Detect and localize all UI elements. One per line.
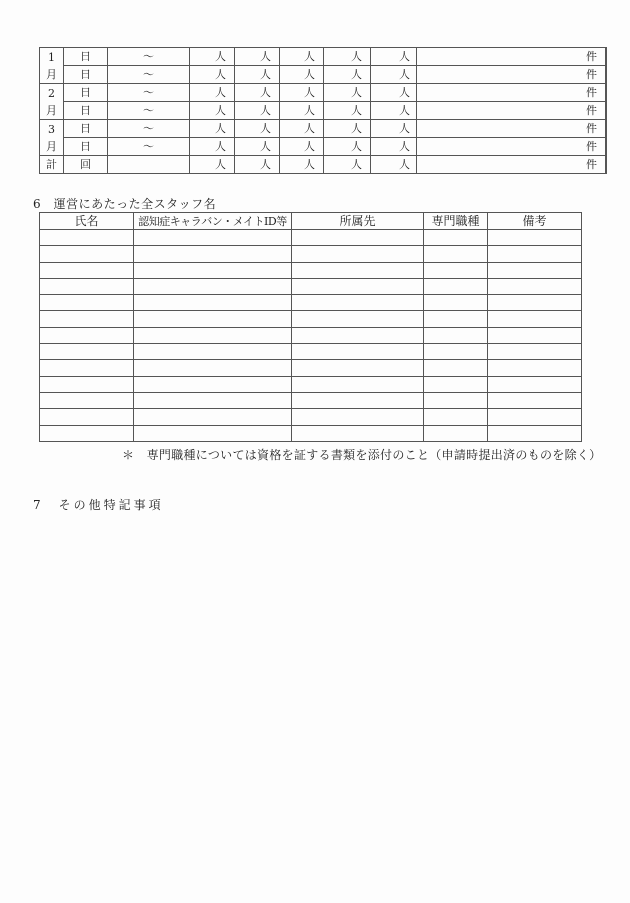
total-row bbox=[40, 156, 607, 174]
staff-caravan-mate-id-cell[interactable] bbox=[134, 409, 292, 425]
staff-row bbox=[40, 409, 582, 425]
total-person-cell[interactable]: 人 bbox=[324, 156, 371, 174]
day-cell[interactable]: 日 bbox=[64, 66, 108, 84]
person-count-cell[interactable]: 人 bbox=[371, 48, 417, 66]
staff-row bbox=[40, 230, 582, 246]
total-blank-cell bbox=[108, 156, 190, 174]
staff-row bbox=[40, 262, 582, 278]
notes-cell[interactable] bbox=[606, 48, 607, 66]
staff-affiliation-cell[interactable] bbox=[292, 344, 424, 360]
profession-note: ＊ 専門職種については資格を証する書類を添付のこと（申請時提出済のものを除く） bbox=[122, 448, 602, 462]
staff-row bbox=[40, 392, 582, 408]
person-count-cell[interactable]: 人 bbox=[190, 48, 235, 66]
staff-row bbox=[40, 425, 582, 441]
notes-cell[interactable] bbox=[606, 138, 607, 156]
total-person-cell[interactable]: 人 bbox=[371, 156, 417, 174]
person-count-cell[interactable]: 人 bbox=[190, 66, 235, 84]
person-count-cell[interactable]: 人 bbox=[324, 66, 371, 84]
staff-caravan-mate-id-cell[interactable] bbox=[134, 344, 292, 360]
staff-affiliation-cell[interactable] bbox=[292, 392, 424, 408]
staff-name-cell[interactable] bbox=[40, 344, 134, 360]
staff-row bbox=[40, 327, 582, 343]
staff-affiliation-cell[interactable] bbox=[292, 278, 424, 294]
staff-remarks-cell[interactable] bbox=[488, 262, 582, 278]
staff-row bbox=[40, 295, 582, 311]
person-count-cell[interactable]: 人 bbox=[190, 138, 235, 156]
time-range-cell[interactable]: 〜 bbox=[108, 84, 190, 102]
person-count-cell[interactable]: 人 bbox=[324, 84, 371, 102]
staff-row bbox=[40, 278, 582, 294]
person-count-cell[interactable]: 人 bbox=[235, 84, 280, 102]
person-count-cell[interactable]: 人 bbox=[324, 138, 371, 156]
month-cell bbox=[40, 120, 64, 156]
person-count-cell[interactable]: 人 bbox=[235, 66, 280, 84]
staff-profession-cell[interactable] bbox=[424, 295, 488, 311]
staff-table bbox=[39, 212, 582, 442]
staff-caravan-mate-id-cell[interactable] bbox=[134, 295, 292, 311]
month-unit: 月 bbox=[46, 139, 57, 153]
staff-profession-cell[interactable] bbox=[424, 327, 488, 343]
staff-profession-cell[interactable] bbox=[424, 262, 488, 278]
notes-cell[interactable] bbox=[606, 66, 607, 84]
total-person-cell[interactable]: 人 bbox=[235, 156, 280, 174]
person-count-cell[interactable]: 人 bbox=[235, 138, 280, 156]
staff-affiliation-cell[interactable] bbox=[292, 230, 424, 246]
staff-affiliation-cell[interactable] bbox=[292, 311, 424, 327]
day-cell[interactable]: 日 bbox=[64, 120, 108, 138]
month-cell bbox=[40, 84, 64, 120]
staff-caravan-mate-id-cell[interactable] bbox=[134, 262, 292, 278]
staff-profession-cell[interactable] bbox=[424, 376, 488, 392]
schedule-row bbox=[40, 138, 607, 156]
staff-row bbox=[40, 344, 582, 360]
staff-name-cell[interactable] bbox=[40, 230, 134, 246]
col-profession: 専門職種 bbox=[424, 213, 488, 230]
staff-profession-cell[interactable] bbox=[424, 278, 488, 294]
schedule-row bbox=[40, 120, 607, 138]
staff-profession-cell[interactable] bbox=[424, 425, 488, 441]
staff-caravan-mate-id-cell[interactable] bbox=[134, 327, 292, 343]
staff-remarks-cell[interactable] bbox=[488, 295, 582, 311]
staff-profession-cell[interactable] bbox=[424, 246, 488, 262]
monthly-schedule-table bbox=[39, 47, 607, 174]
day-cell[interactable]: 日 bbox=[64, 102, 108, 120]
staff-profession-cell[interactable] bbox=[424, 344, 488, 360]
month-unit: 月 bbox=[46, 103, 57, 117]
total-cases-cell[interactable]: 件 bbox=[417, 156, 606, 174]
col-caravan-mate-id: 認知症キャラバン・メイトID等 bbox=[134, 213, 292, 230]
person-count-cell[interactable]: 人 bbox=[235, 48, 280, 66]
staff-affiliation-cell[interactable] bbox=[292, 295, 424, 311]
person-count-cell[interactable]: 人 bbox=[280, 120, 324, 138]
staff-row bbox=[40, 376, 582, 392]
staff-remarks-cell[interactable] bbox=[488, 278, 582, 294]
person-count-cell[interactable]: 人 bbox=[280, 84, 324, 102]
month-unit: 月 bbox=[46, 67, 57, 81]
staff-caravan-mate-id-cell[interactable] bbox=[134, 360, 292, 376]
staff-remarks-cell[interactable] bbox=[488, 376, 582, 392]
staff-remarks-cell[interactable] bbox=[488, 246, 582, 262]
person-count-cell[interactable]: 人 bbox=[190, 102, 235, 120]
person-count-cell[interactable]: 人 bbox=[324, 102, 371, 120]
person-count-cell[interactable]: 人 bbox=[235, 120, 280, 138]
month-number: 2 bbox=[48, 86, 55, 100]
staff-profession-cell[interactable] bbox=[424, 392, 488, 408]
staff-name-cell[interactable] bbox=[40, 392, 134, 408]
staff-name-cell[interactable] bbox=[40, 409, 134, 425]
staff-remarks-cell[interactable] bbox=[488, 360, 582, 376]
cases-cell[interactable]: 件 bbox=[417, 48, 606, 66]
staff-affiliation-cell[interactable] bbox=[292, 425, 424, 441]
staff-affiliation-cell[interactable] bbox=[292, 376, 424, 392]
person-count-cell[interactable]: 人 bbox=[324, 48, 371, 66]
schedule-row bbox=[40, 48, 607, 66]
cases-cell[interactable]: 件 bbox=[417, 120, 606, 138]
person-count-cell[interactable]: 人 bbox=[280, 138, 324, 156]
col-remarks: 備考 bbox=[488, 213, 582, 230]
day-cell[interactable]: 日 bbox=[64, 48, 108, 66]
staff-affiliation-cell[interactable] bbox=[292, 360, 424, 376]
day-cell[interactable]: 日 bbox=[64, 138, 108, 156]
staff-name-cell[interactable] bbox=[40, 295, 134, 311]
staff-remarks-cell[interactable] bbox=[488, 230, 582, 246]
person-count-cell[interactable]: 人 bbox=[280, 66, 324, 84]
staff-remarks-cell[interactable] bbox=[488, 409, 582, 425]
time-range-cell[interactable]: 〜 bbox=[108, 102, 190, 120]
time-range-cell[interactable]: 〜 bbox=[108, 138, 190, 156]
person-count-cell[interactable]: 人 bbox=[371, 138, 417, 156]
staff-name-cell[interactable] bbox=[40, 246, 134, 262]
total-count-cell[interactable]: 回 bbox=[64, 156, 108, 174]
notes-cell[interactable] bbox=[606, 120, 607, 138]
notes-cell[interactable] bbox=[606, 84, 607, 102]
staff-profession-cell[interactable] bbox=[424, 230, 488, 246]
staff-name-cell[interactable] bbox=[40, 311, 134, 327]
person-count-cell[interactable]: 人 bbox=[280, 48, 324, 66]
staff-remarks-cell[interactable] bbox=[488, 425, 582, 441]
section-7-title: 7 その他特記事項 bbox=[33, 498, 164, 512]
staff-caravan-mate-id-cell[interactable] bbox=[134, 278, 292, 294]
month-cell bbox=[40, 48, 64, 84]
cases-cell[interactable]: 件 bbox=[417, 84, 606, 102]
staff-name-cell[interactable] bbox=[40, 425, 134, 441]
total-notes-cell[interactable] bbox=[606, 156, 607, 174]
month-number: 1 bbox=[48, 50, 55, 64]
staff-name-cell[interactable] bbox=[40, 278, 134, 294]
cases-cell[interactable]: 件 bbox=[417, 102, 606, 120]
staff-caravan-mate-id-cell[interactable] bbox=[134, 311, 292, 327]
staff-name-cell[interactable] bbox=[40, 327, 134, 343]
staff-name-cell[interactable] bbox=[40, 262, 134, 278]
staff-remarks-cell[interactable] bbox=[488, 344, 582, 360]
staff-caravan-mate-id-cell[interactable] bbox=[134, 246, 292, 262]
staff-caravan-mate-id-cell[interactable] bbox=[134, 230, 292, 246]
staff-row bbox=[40, 360, 582, 376]
notes-cell[interactable] bbox=[606, 102, 607, 120]
col-affiliation: 所属先 bbox=[292, 213, 424, 230]
cases-cell[interactable]: 件 bbox=[417, 138, 606, 156]
person-count-cell[interactable]: 人 bbox=[371, 66, 417, 84]
schedule-row bbox=[40, 102, 607, 120]
time-range-cell[interactable]: 〜 bbox=[108, 120, 190, 138]
staff-name-cell[interactable] bbox=[40, 360, 134, 376]
col-name: 氏名 bbox=[40, 213, 134, 230]
staff-profession-cell[interactable] bbox=[424, 409, 488, 425]
total-person-cell[interactable]: 人 bbox=[190, 156, 235, 174]
staff-remarks-cell[interactable] bbox=[488, 392, 582, 408]
person-count-cell[interactable]: 人 bbox=[371, 102, 417, 120]
staff-remarks-cell[interactable] bbox=[488, 327, 582, 343]
staff-profession-cell[interactable] bbox=[424, 360, 488, 376]
staff-row bbox=[40, 311, 582, 327]
staff-remarks-cell[interactable] bbox=[488, 311, 582, 327]
staff-affiliation-cell[interactable] bbox=[292, 409, 424, 425]
person-count-cell[interactable]: 人 bbox=[190, 84, 235, 102]
time-range-cell[interactable]: 〜 bbox=[108, 48, 190, 66]
staff-profession-cell[interactable] bbox=[424, 311, 488, 327]
schedule-row bbox=[40, 66, 607, 84]
staff-table-header bbox=[40, 213, 582, 230]
time-range-cell[interactable]: 〜 bbox=[108, 66, 190, 84]
total-label: 計 bbox=[40, 156, 64, 174]
staff-affiliation-cell[interactable] bbox=[292, 262, 424, 278]
staff-caravan-mate-id-cell[interactable] bbox=[134, 425, 292, 441]
person-count-cell[interactable]: 人 bbox=[324, 120, 371, 138]
total-person-cell[interactable]: 人 bbox=[280, 156, 324, 174]
day-cell[interactable]: 日 bbox=[64, 84, 108, 102]
person-count-cell[interactable]: 人 bbox=[371, 120, 417, 138]
staff-affiliation-cell[interactable] bbox=[292, 246, 424, 262]
cases-cell[interactable]: 件 bbox=[417, 66, 606, 84]
staff-caravan-mate-id-cell[interactable] bbox=[134, 376, 292, 392]
section-6-title: 6 運営にあたった全スタッフ名 bbox=[33, 197, 217, 211]
schedule-row bbox=[40, 84, 607, 102]
staff-caravan-mate-id-cell[interactable] bbox=[134, 392, 292, 408]
staff-name-cell[interactable] bbox=[40, 376, 134, 392]
person-count-cell[interactable]: 人 bbox=[190, 120, 235, 138]
person-count-cell[interactable]: 人 bbox=[280, 102, 324, 120]
staff-affiliation-cell[interactable] bbox=[292, 327, 424, 343]
person-count-cell[interactable]: 人 bbox=[235, 102, 280, 120]
staff-row bbox=[40, 246, 582, 262]
month-number: 3 bbox=[48, 122, 55, 136]
person-count-cell[interactable]: 人 bbox=[371, 84, 417, 102]
